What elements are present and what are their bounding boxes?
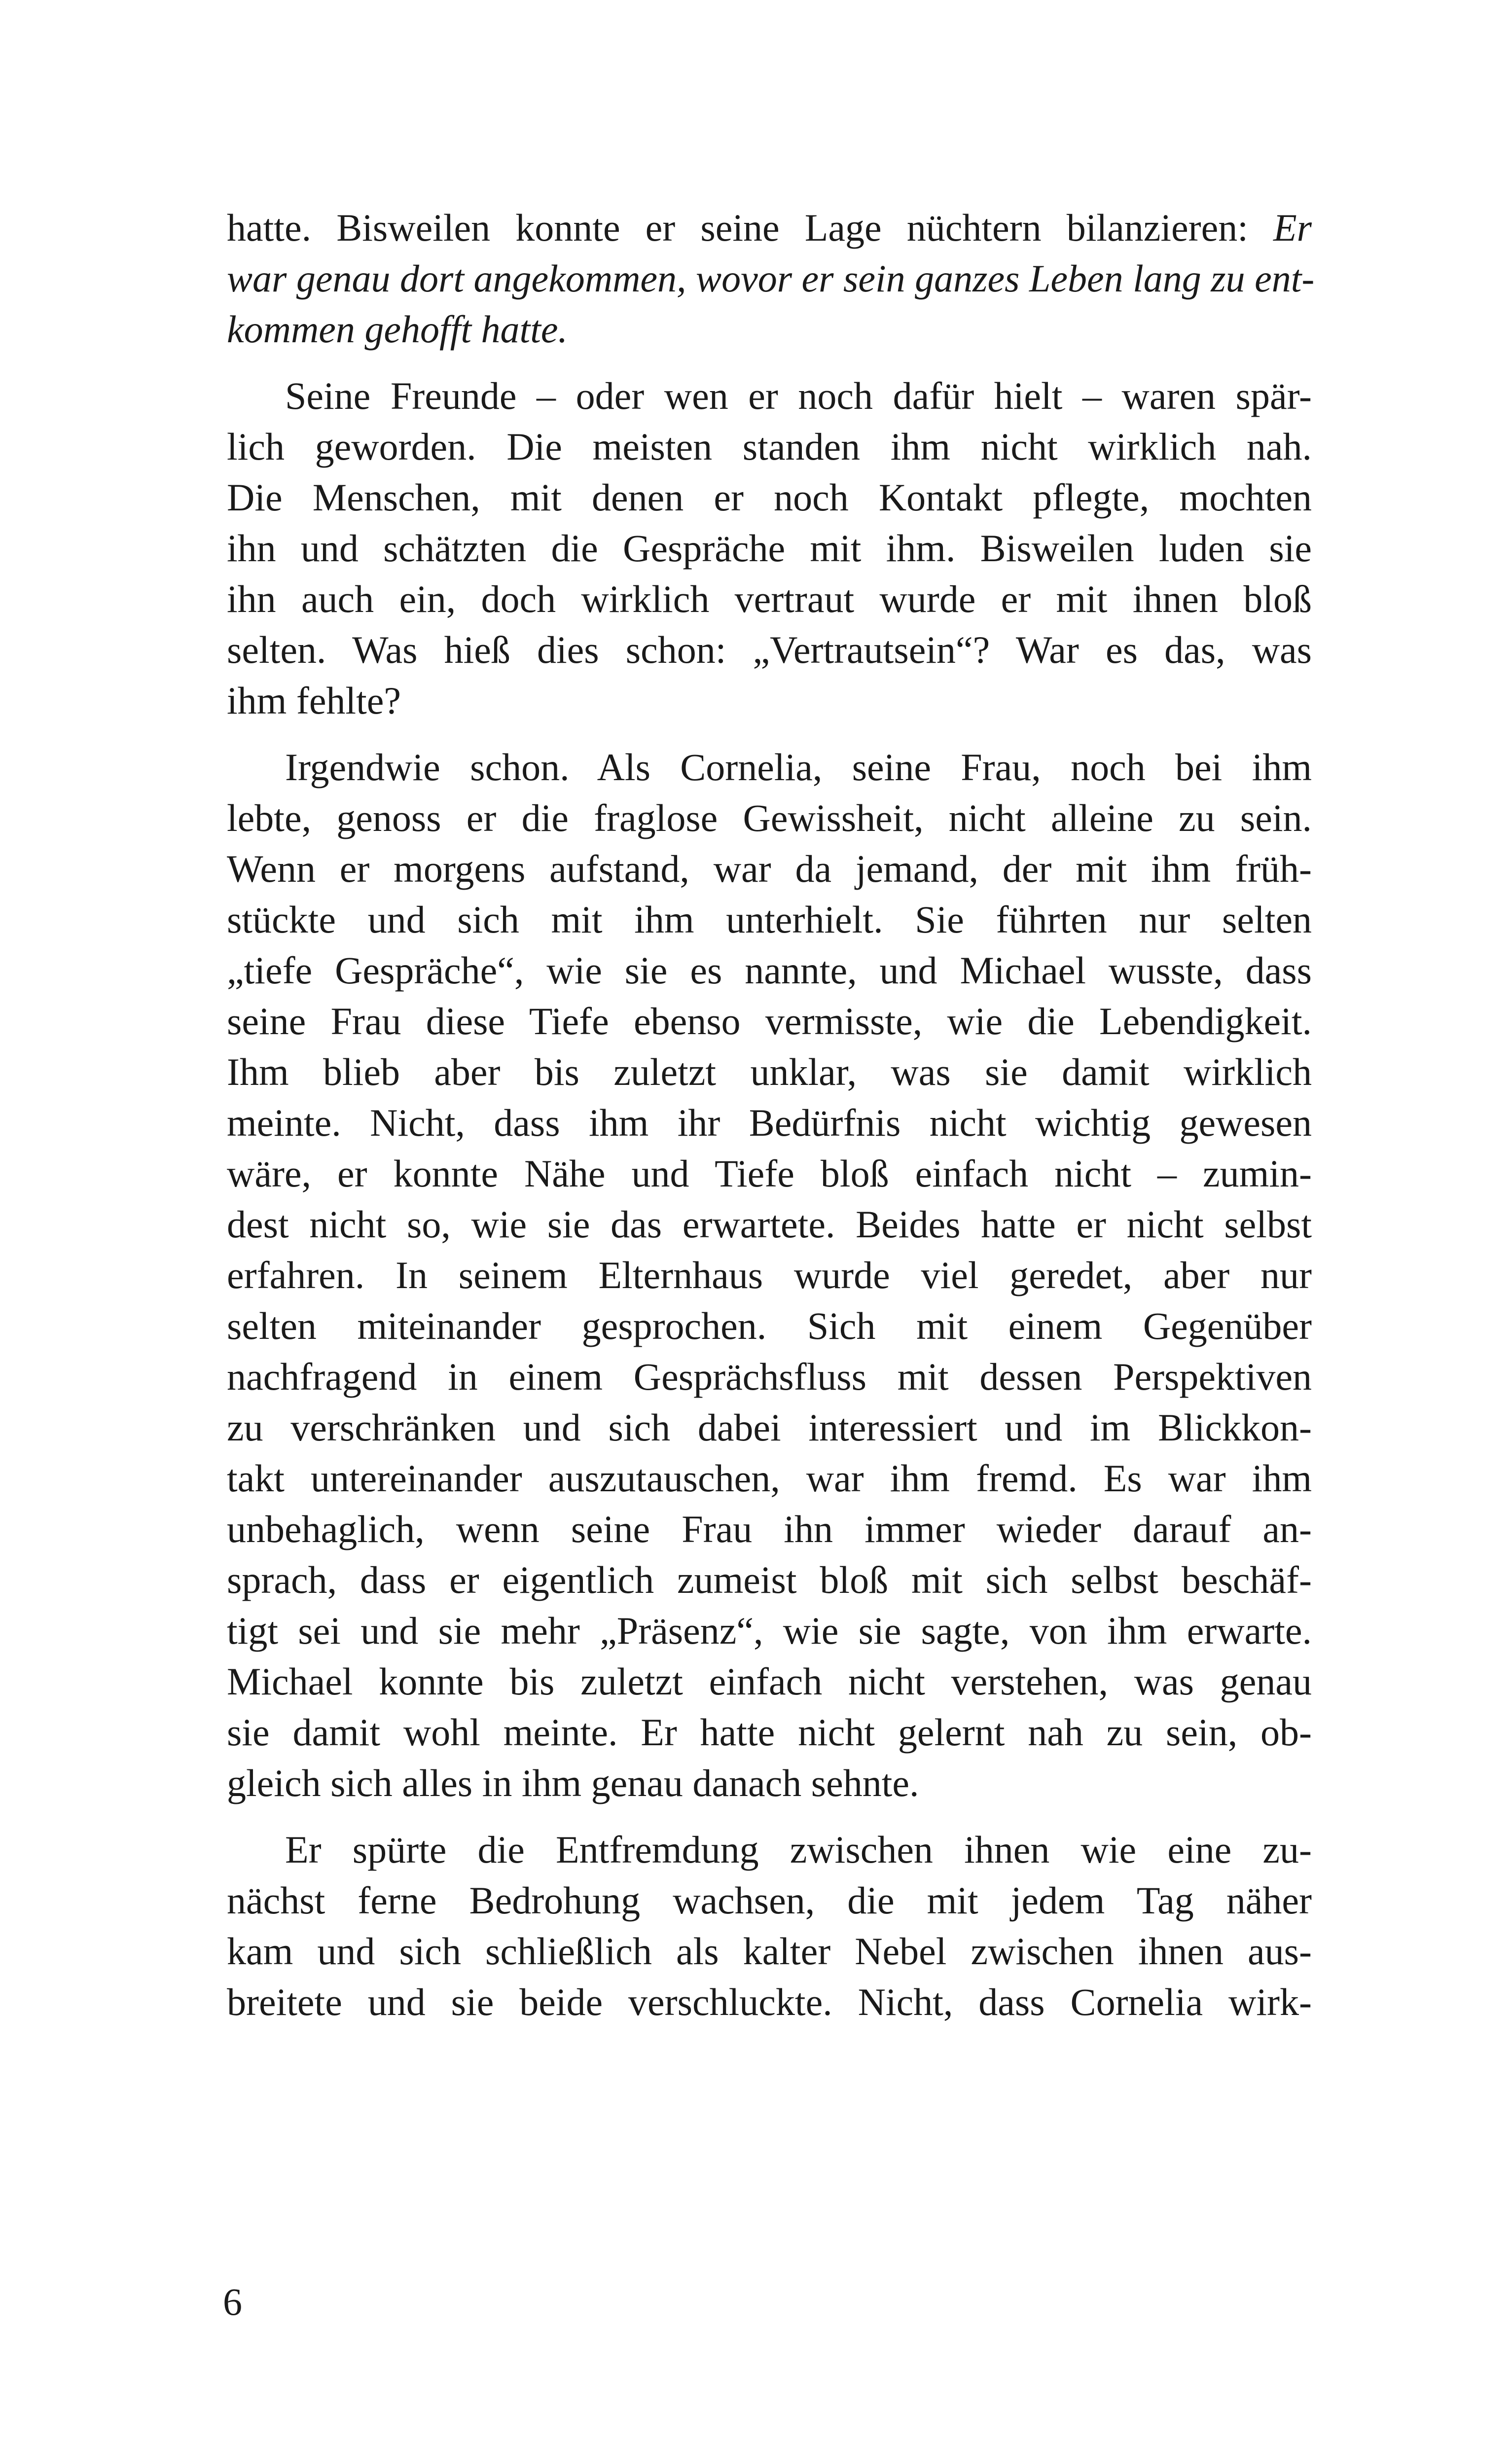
text-line: Michael konnte bis zuletzt einfach nicht verstehen, was genau bbox=[227, 1660, 1312, 1703]
text-line: takt untereinander auszutauschen, war ihm fremd. Es war ihm bbox=[227, 1457, 1312, 1500]
page-number: 6 bbox=[223, 2280, 242, 2323]
paragraph bbox=[227, 742, 1312, 1808]
text-line: Er spürte die Entfremdung zwischen ihnen wie eine zu- bbox=[285, 1828, 1312, 1871]
text-line: unbehaglich, wenn seine Frau ihn immer wieder darauf an- bbox=[227, 1508, 1312, 1550]
text-line: dest nicht so, wie sie das erwartete. Beides hatte er nicht selbst bbox=[227, 1203, 1312, 1246]
text-line: wäre, er konnte Nähe und Tiefe bloß einfach nicht – zumin- bbox=[227, 1152, 1312, 1195]
italic-fragment: Er bbox=[1273, 206, 1312, 249]
text-line: Ihm blieb aber bis zuletzt unklar, was sie damit wirklich bbox=[227, 1050, 1312, 1093]
text-line: ihm fehlte? bbox=[227, 679, 401, 722]
text-line: „tiefe Gespräche“, wie sie es nannte, und Michael wusste, dass bbox=[227, 949, 1312, 992]
text-line: breitete und sie beide verschluckte. Nicht, dass Cornelia wirk- bbox=[227, 1980, 1312, 2023]
text-line: Irgendwie schon. Als Cornelia, seine Frau, noch bei ihm bbox=[285, 746, 1312, 789]
text-line: Seine Freunde – oder wen er noch dafür hielt – waren spär- bbox=[285, 374, 1312, 417]
text-line: selten miteinander gesprochen. Sich mit einem Gegenüber bbox=[227, 1304, 1312, 1347]
text-line: Die Menschen, mit denen er noch Kontakt pflegte, mochten bbox=[227, 476, 1312, 519]
text-line: lebte, genoss er die fraglose Gewissheit, nicht alleine zu sein. bbox=[227, 796, 1312, 839]
text-line: kam und sich schließlich als kalter Nebel zwischen ihnen aus- bbox=[227, 1930, 1312, 1973]
text-line: meinte. Nicht, dass ihm ihr Bedürfnis nicht wichtig gewesen bbox=[227, 1101, 1312, 1144]
text-line: stückte und sich mit ihm unterhielt. Sie führten nur selten bbox=[227, 898, 1312, 941]
body-text bbox=[227, 202, 1315, 2027]
paragraph bbox=[227, 202, 1315, 355]
text-line: gleich sich alles in ihm genau danach sehnte. bbox=[227, 1762, 919, 1804]
paragraph bbox=[227, 370, 1312, 726]
text-line: erfahren. In seinem Elternhaus wurde viel geredet, aber nur bbox=[227, 1254, 1312, 1296]
text-line: selten. Was hieß dies schon: „Vertrautsein“? War es das, was bbox=[227, 628, 1312, 671]
text-line: ihn auch ein, doch wirklich vertraut wurde er mit ihnen bloß bbox=[227, 577, 1312, 620]
text-line: ihn und schätzten die Gespräche mit ihm. Bisweilen luden sie bbox=[227, 527, 1312, 570]
text-line: nächst ferne Bedrohung wachsen, die mit jedem Tag näher bbox=[227, 1879, 1312, 1922]
text-line: sie damit wohl meinte. Er hatte nicht gelernt nah zu sein, ob- bbox=[227, 1711, 1312, 1754]
text-line: tigt sei und sie mehr „Präsenz“, wie sie sagte, von ihm erwarte. bbox=[227, 1609, 1312, 1652]
text-line: kommen gehofft hatte. bbox=[227, 308, 568, 351]
paragraph bbox=[227, 1824, 1312, 2027]
text-line: nachfragend in einem Gesprächsfluss mit dessen Perspektiven bbox=[227, 1355, 1312, 1398]
text-line: seine Frau diese Tiefe ebenso vermisste, wie die Lebendigkeit. bbox=[227, 1000, 1312, 1043]
text-line: Wenn er morgens aufstand, war da jemand, der mit ihm früh- bbox=[227, 847, 1312, 890]
text-line: zu verschränken und sich dabei interessiert und im Blickkon- bbox=[227, 1406, 1312, 1449]
text-line: war genau dort angekommen, wovor er sein ganzes Leben lang zu ent- bbox=[227, 257, 1315, 300]
text-line: sprach, dass er eigentlich zumeist bloß mit sich selbst beschäf- bbox=[227, 1558, 1312, 1601]
text-line: hatte. Bisweilen konnte er seine Lage nüchtern bilanzieren: Er bbox=[227, 206, 1312, 249]
text-line: lich geworden. Die meisten standen ihm nicht wirklich nah. bbox=[227, 425, 1312, 468]
